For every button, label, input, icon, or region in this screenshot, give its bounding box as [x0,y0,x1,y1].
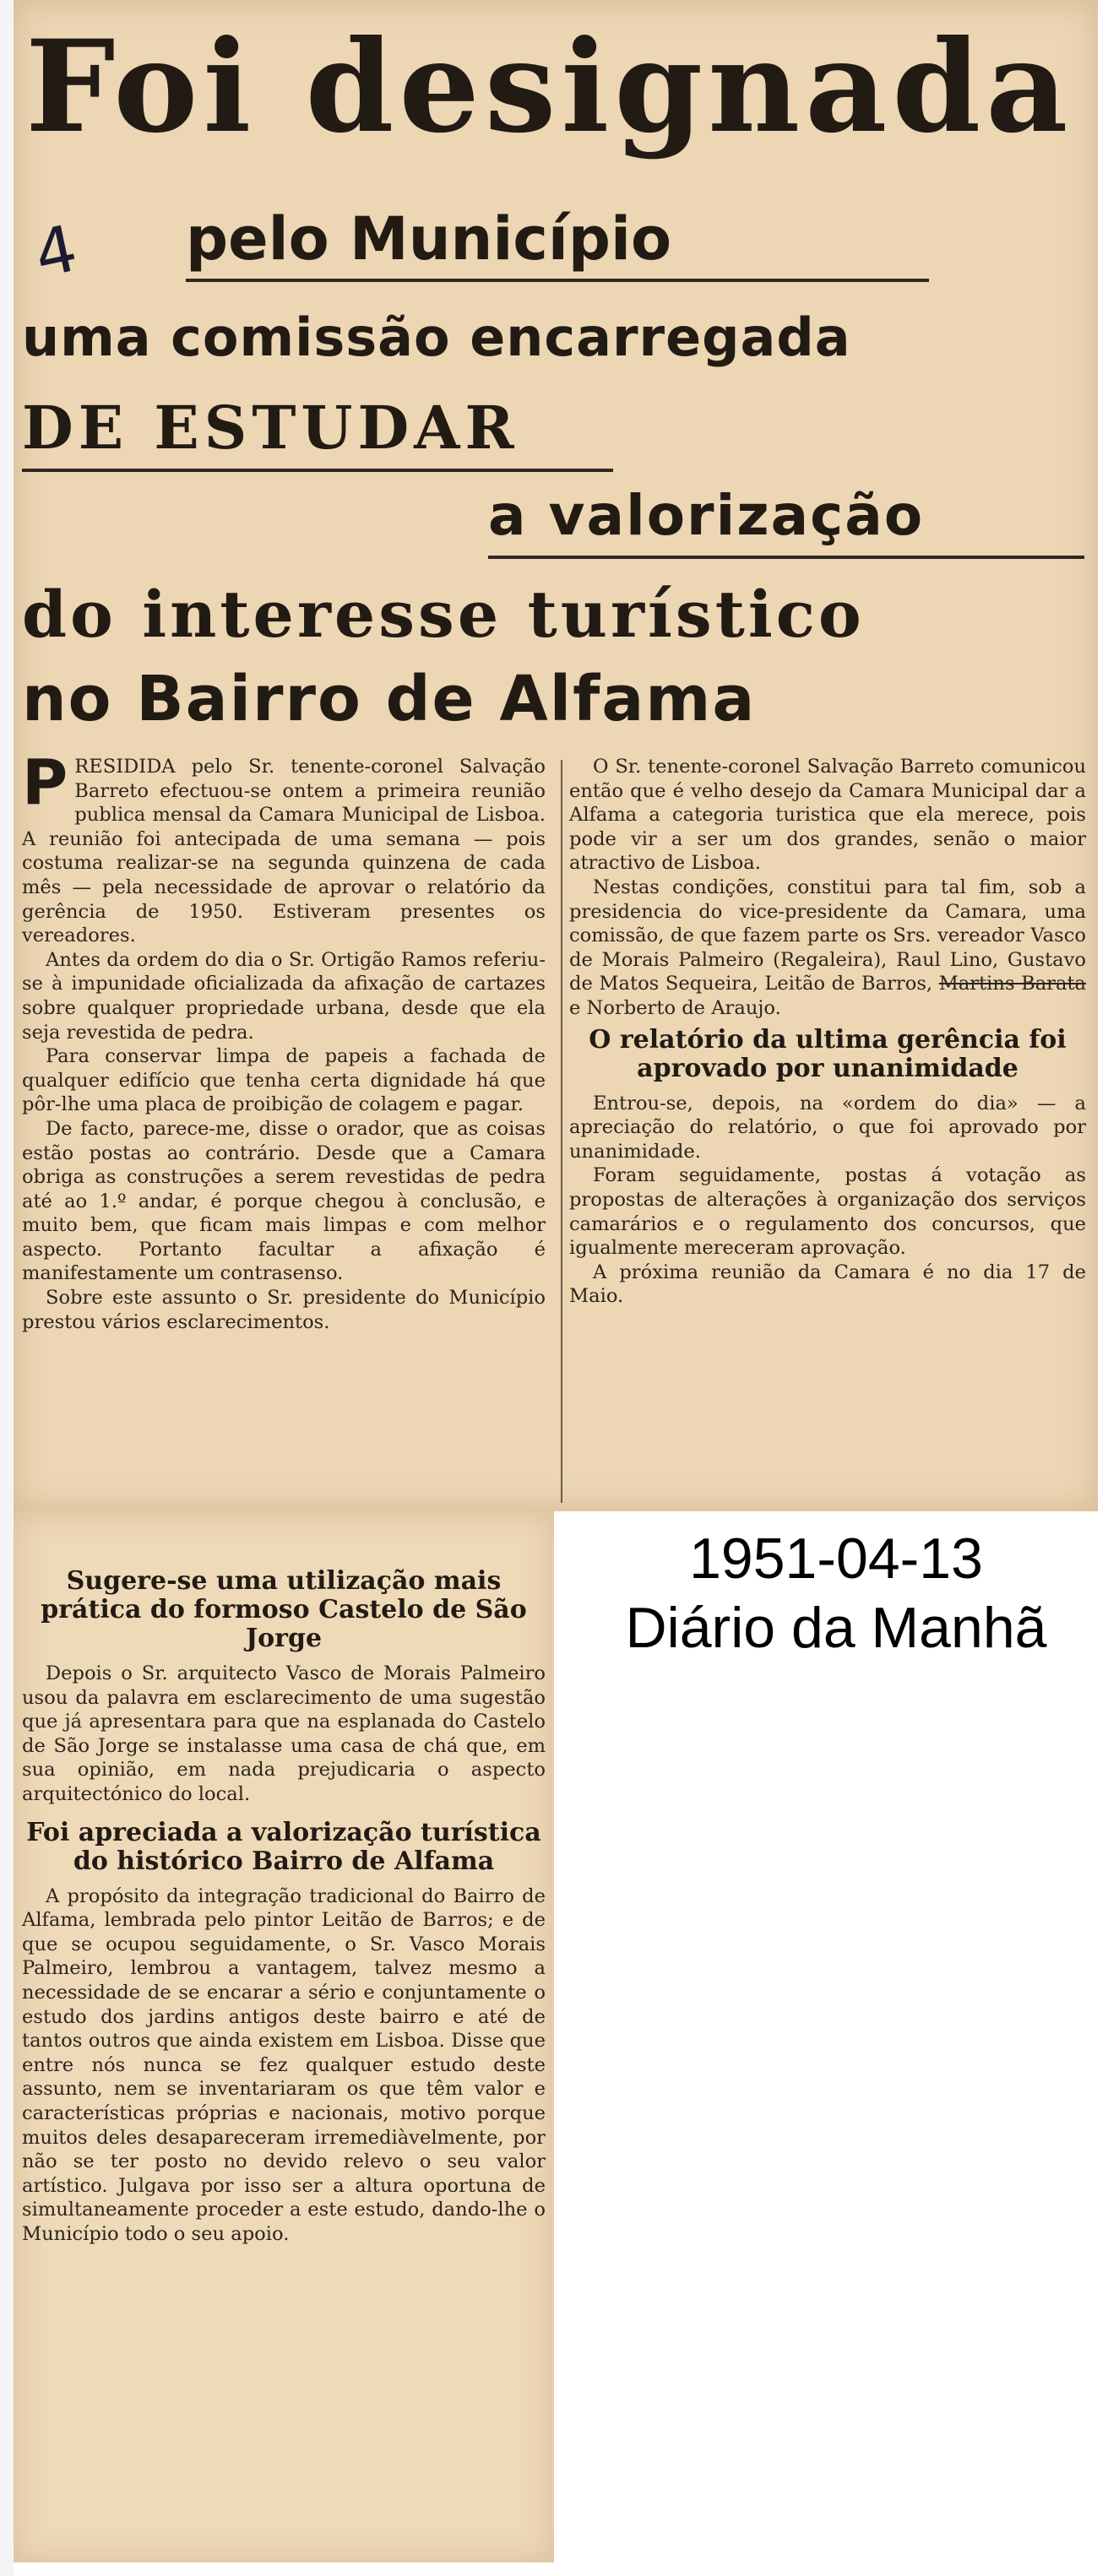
article-paragraph: Sobre este assunto o Sr. presidente do Município prestou vários esclarecimentos. [22,1287,546,1333]
article-paragraph: Depois o Sr. arquitecto Vasco de Morais Palmeiro usou da palavra em esclarecimento de uma sugestão que já apresentara para que na esplanada do Castelo de São Jorge se instalasse uma casa de chá que, em sua opinião, em nada prejudicaria o aspecto arquitectónico do local. [22,1662,546,1805]
headline-line-5: a valorização [488,483,925,548]
drop-cap: P [22,746,68,819]
headline-line-4: DE ESTUDAR [22,393,519,463]
article-paragraph: O Sr. tenente-coronel Salvação Barreto comunicou então que é velho desejo da Camara Municipal dar a Alfama a categoria turistica que ela merece, pois pode vir a ser um dos grandes, senão o maior atractivo de Lisboa. [569,756,1086,875]
article-paragraph: PRESIDIDA pelo Sr. tenente-coronel Salvação Barreto efectuou-se ontem a primeira reunião publica mensal da Camara Municipal de Lisboa. A reunião foi antecipada de uma semana — pois costuma realizar-se na segunda quinzena de cada mês — pela necessidade de aprovar o relatório da gerência de 1950. Estiveram presentes os vereadores. [22,746,546,947]
article-lower-column [22,1562,546,2246]
article-paragraph: Entrou-se, depois, na «ordem do dia» — a apreciação do relatório, o que foi aprovado por unanimidade. [569,1092,1086,1163]
article-right-column [569,755,1086,1309]
article-paragraph: A propósito da integração tradicional do Bairro de Alfama, lembrada pelo pintor Leitão de Barros; e de que se ocupou seguidamente, o Sr. Vasco Morais Palmeiro, lembrou a vantagem, talvez mesmo a necessidade de se encarar a sério e conjuntamente o estudo dos jardins antigos deste bairro e até de tantos outros que ainda existem em Lisboa. Disse que entre nós nunca se fez qualquer estudo deste assunto, nem se inventariaram os que têm valor e características próprias e nacionais, motivo porque muitos deles desapareceram irremediàvelmente, por não se ter posto no devido relevo o seu valor artístico. Julgava por isso ser a altura oportuna de simultaneamente proceder a este estudo, dando-lhe o Município todo o seu apoio. [22,1885,546,2245]
newspaper-name: Diário da Manhã [625,1596,1047,1660]
scan-edge [0,0,14,2576]
headline-line-1: Foi designada [25,13,1073,161]
headline-line-6: do interesse turístico [22,577,865,652]
headline-rule [22,469,613,472]
column-divider [561,760,562,1503]
subheading: Foi apreciada a valorização turística do histórico Bairro de Alfama [26,1817,541,1876]
headline-line-3: uma comissão encarregada [22,306,851,368]
subheading: Sugere-se uma utilização mais prática do formoso Castelo de São Jorge [41,1566,527,1653]
article-paragraph: Nestas condições, constitui para tal fim, sob a presidencia do vice-presidente da Camara, uma comissão, de que fazem parte os Srs. vereador Vasco de Morais Palmeiro (Regaleira), Raul Lino, Gustavo de Matos Sequeira, Leitão de Barros, Martins Barata e Norberto de Araujo. [569,876,1087,1019]
article-paragraph: Foram seguidamente, postas á votação as propostas de alterações à organização dos serviços camarários e o regulamento dos concursos, que igualmente mereceram aprovação. [569,1164,1086,1260]
publication-date: 1951-04-13 [689,1527,983,1591]
struck-name: Martins Barata [938,973,1087,995]
subheading: O relatório da ultima gerência foi aprovado por unanimidade [589,1024,1067,1083]
headline-rule [186,279,929,282]
article-paragraph: A próxima reunião da Camara é no dia 17 de Maio. [569,1261,1086,1308]
headline-line-2: pelo Município [186,204,672,274]
handwritten-mark: 4 [28,209,84,293]
article-left-column [22,746,546,1334]
headline-line-7: no Bairro de Alfama [22,663,757,735]
article-paragraph: Para conservar limpa de papeis a fachada de qualquer edifício que tenha certa dignidade há que pôr-lhe uma placa de proibição de colagem e pagar. [22,1045,546,1116]
article-paragraph: De facto, parece-me, disse o orador, que as coisas estão postas ao contrário. Desde que a Camara obriga as construções a serem revestidas de pedra até ao 1.º andar, é porque chegou à conclusão, e muito bem, que ficam mais limpas e com melhor aspecto. Portanto facultar a afixação é manifestamente um contrasenso. [22,1117,546,1285]
headline-rule [488,556,1084,559]
article-paragraph: Antes da ordem do dia o Sr. Ortigão Ramos referiu-se à impunidade oficializada da afixação de cartazes sobre qualquer propriedade urbana, desde que ela seja revestida de pedra. [22,948,546,1044]
